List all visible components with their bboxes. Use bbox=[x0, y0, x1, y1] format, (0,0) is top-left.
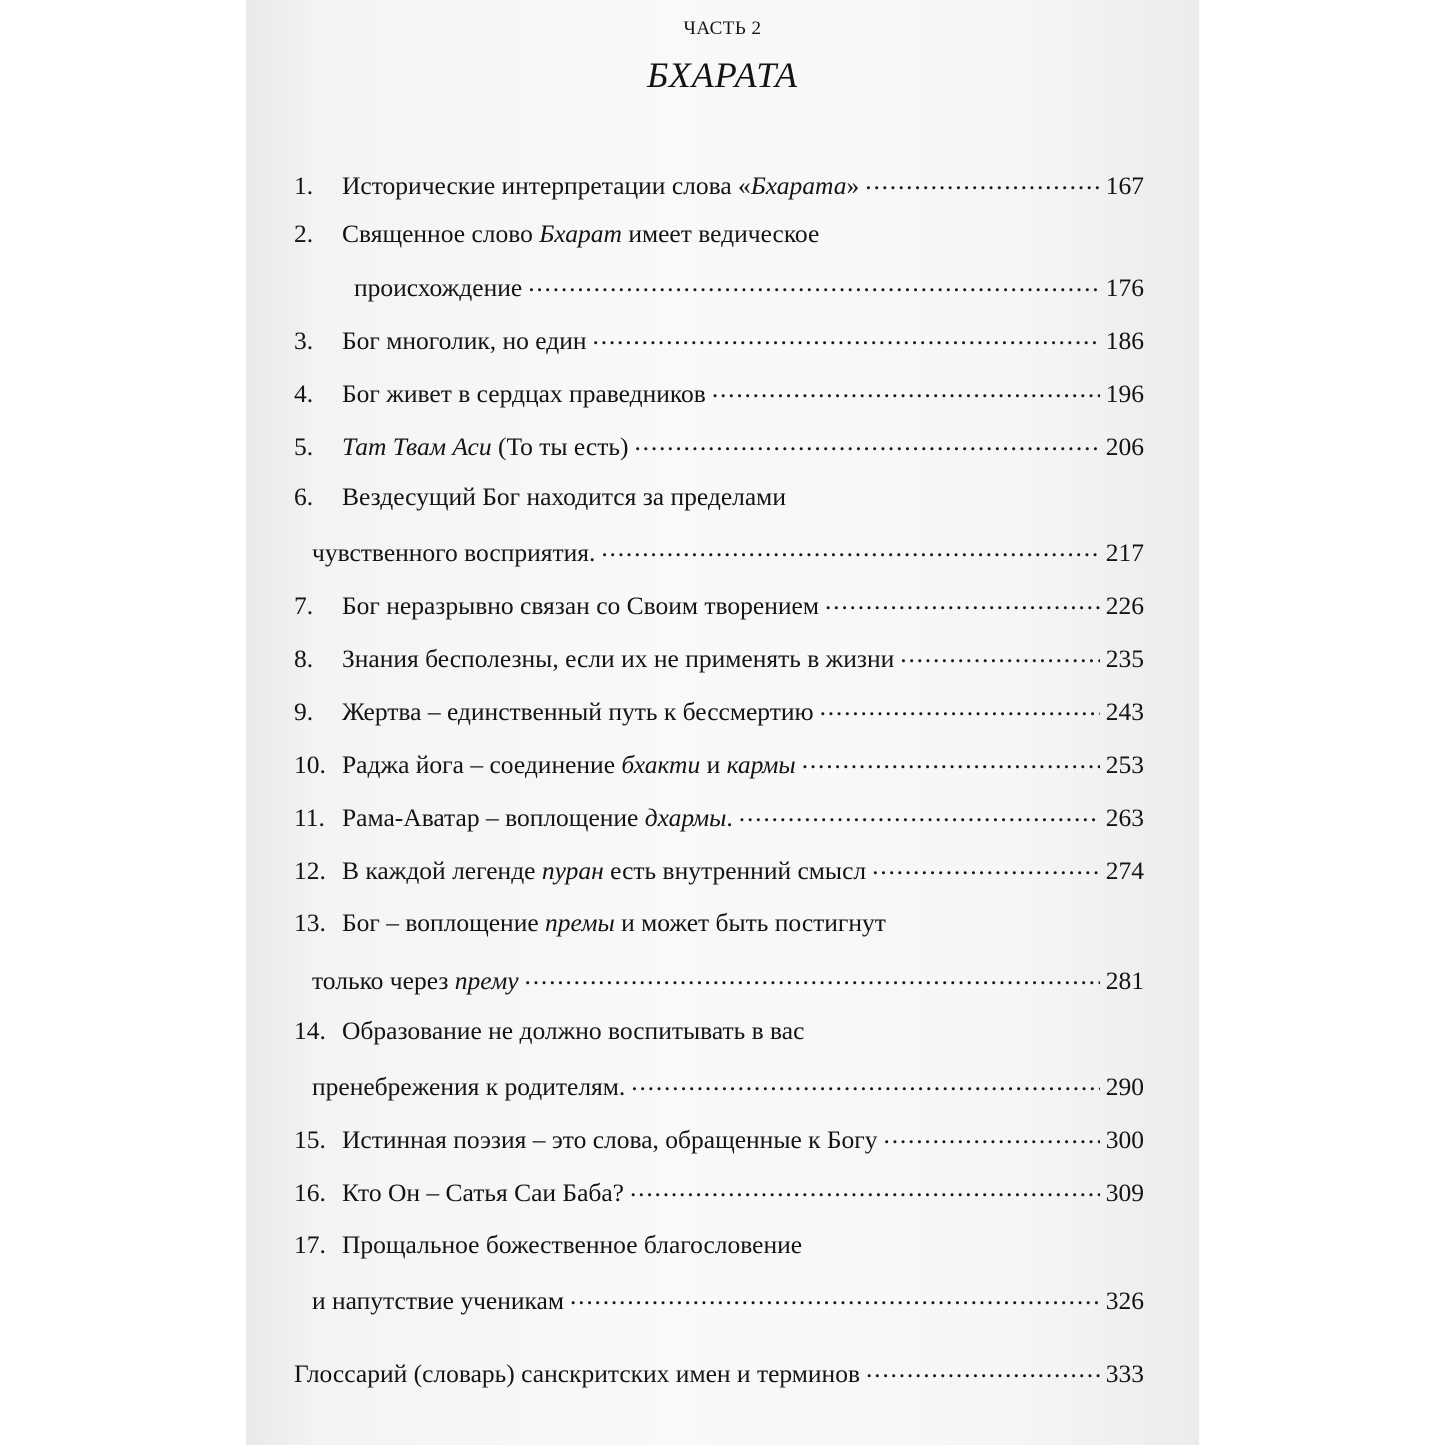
entry-title: Священное слово Бхарат имеет ведическое bbox=[342, 219, 820, 248]
entry-page: 186 bbox=[1105, 325, 1144, 355]
entry-title: Рама-Аватар – воплощение дхармы. bbox=[342, 802, 733, 832]
entry-number: 7. bbox=[294, 590, 314, 620]
toc-entry-2-cont[interactable] bbox=[294, 270, 1144, 306]
entry-title-cont: чувственного восприятия. bbox=[312, 537, 596, 567]
toc-entry-1[interactable] bbox=[294, 168, 1144, 204]
entry-page: 253 bbox=[1105, 749, 1144, 779]
leader-dots bbox=[528, 270, 1100, 296]
leader-dots bbox=[525, 963, 1100, 989]
entry-number: 4. bbox=[294, 378, 314, 408]
entry-page: 167 bbox=[1105, 170, 1144, 200]
entry-number: 12. bbox=[294, 855, 326, 885]
toc-entry-2[interactable] bbox=[294, 219, 1144, 255]
entry-title: В каждой легенде пуран есть внутренний смысл bbox=[342, 855, 867, 885]
entry-number: 3. bbox=[294, 325, 314, 355]
leader-dots bbox=[802, 747, 1100, 773]
toc-entry-glossary[interactable] bbox=[294, 1356, 1144, 1392]
entry-number: 8. bbox=[294, 643, 314, 673]
toc-entry-11[interactable] bbox=[294, 800, 1144, 836]
leader-dots bbox=[739, 800, 1100, 826]
entry-page: 263 bbox=[1105, 802, 1144, 832]
toc-entry-5[interactable] bbox=[294, 429, 1144, 465]
entry-page: 309 bbox=[1105, 1177, 1144, 1207]
toc-entry-8[interactable] bbox=[294, 641, 1144, 677]
toc-entry-6[interactable] bbox=[294, 482, 1144, 518]
entry-number: 9. bbox=[294, 696, 314, 726]
entry-number: 1. bbox=[294, 170, 314, 200]
entry-number: 16. bbox=[294, 1177, 326, 1207]
entry-title: Жертва – единственный путь к бессмертию bbox=[342, 696, 814, 726]
entry-title: Истинная поэзия – это слова, обращенные к Богу bbox=[342, 1124, 878, 1154]
leader-dots bbox=[631, 1069, 1099, 1095]
book-page bbox=[246, 0, 1199, 1445]
entry-title-cont: происхождение bbox=[354, 272, 523, 302]
entry-title: Глоссарий (словарь) санскритских имен и терминов bbox=[294, 1358, 860, 1388]
entry-number: 2. bbox=[294, 219, 314, 248]
entry-title: Вездесущий Бог находится за пределами bbox=[342, 482, 786, 511]
toc-entry-13[interactable] bbox=[294, 908, 1144, 944]
entry-title: Бог – воплощение премы и может быть постигнут bbox=[342, 908, 886, 937]
leader-dots bbox=[866, 1356, 1100, 1382]
toc-entry-10[interactable] bbox=[294, 747, 1144, 783]
leader-dots bbox=[820, 694, 1100, 720]
entry-title: Бог живет в сердцах праведников bbox=[342, 378, 706, 408]
toc-entry-12[interactable] bbox=[294, 853, 1144, 889]
entry-title: Образование не должно воспитывать в вас bbox=[342, 1016, 805, 1045]
toc-entry-16[interactable] bbox=[294, 1175, 1144, 1211]
toc-entry-14[interactable] bbox=[294, 1016, 1144, 1052]
entry-number: 10. bbox=[294, 749, 326, 779]
leader-dots bbox=[865, 168, 1099, 194]
entry-number: 15. bbox=[294, 1124, 326, 1154]
toc-entry-9[interactable] bbox=[294, 694, 1144, 730]
entry-page: 217 bbox=[1105, 537, 1144, 567]
entry-title-cont: и напутствие ученикам bbox=[312, 1285, 564, 1315]
entry-page: 206 bbox=[1105, 431, 1144, 461]
toc-entry-3[interactable] bbox=[294, 323, 1144, 359]
entry-title: Раджа йога – соединение бхакти и кармы bbox=[342, 749, 796, 779]
entry-number: 14. bbox=[294, 1016, 326, 1045]
part-label: ЧАСТЬ 2 bbox=[683, 18, 762, 39]
leader-dots bbox=[825, 588, 1100, 614]
leader-dots bbox=[630, 1175, 1100, 1201]
entry-number: 17. bbox=[294, 1230, 326, 1259]
entry-page: 333 bbox=[1105, 1358, 1144, 1388]
entry-page: 243 bbox=[1105, 696, 1144, 726]
toc-entry-13-cont[interactable] bbox=[294, 963, 1144, 999]
leader-dots bbox=[634, 429, 1099, 455]
entry-title: Знания бесполезны, если их не применять в жизни bbox=[342, 643, 895, 673]
entry-title: Прощальное божественное благословение bbox=[342, 1230, 803, 1259]
toc-entry-6-cont[interactable] bbox=[294, 535, 1144, 571]
part-title: БХАРАТА bbox=[647, 55, 798, 95]
entry-page: 281 bbox=[1105, 965, 1144, 995]
entry-number: 5. bbox=[294, 431, 314, 461]
leader-dots bbox=[570, 1283, 1100, 1309]
entry-title: Кто Он – Сатья Саи Баба? bbox=[342, 1177, 624, 1207]
entry-page: 300 bbox=[1105, 1124, 1144, 1154]
leader-dots bbox=[593, 323, 1100, 349]
leader-dots bbox=[601, 535, 1099, 561]
entry-title: Тат Твам Аси (То ты есть) bbox=[342, 431, 629, 461]
entry-page: 226 bbox=[1105, 590, 1144, 620]
entry-page: 196 bbox=[1105, 378, 1144, 408]
toc-entry-15[interactable] bbox=[294, 1122, 1144, 1158]
entry-number: 13. bbox=[294, 908, 326, 937]
entry-page: 235 bbox=[1105, 643, 1144, 673]
toc-entry-14-cont[interactable] bbox=[294, 1069, 1144, 1105]
toc-entry-17-cont[interactable] bbox=[294, 1283, 1144, 1319]
entry-title-cont: пренебрежения к родителям. bbox=[312, 1071, 626, 1101]
entry-page: 176 bbox=[1105, 272, 1144, 302]
entry-title-cont: только через прему bbox=[312, 965, 519, 995]
toc-entry-17[interactable] bbox=[294, 1230, 1144, 1266]
leader-dots bbox=[712, 376, 1100, 402]
leader-dots bbox=[900, 641, 1099, 667]
toc-entry-4[interactable] bbox=[294, 376, 1144, 412]
entry-number: 6. bbox=[294, 482, 314, 511]
toc-entry-7[interactable] bbox=[294, 588, 1144, 624]
entry-title: Исторические интерпретации слова «Бхарата» bbox=[342, 170, 860, 200]
leader-dots bbox=[884, 1122, 1100, 1148]
entry-title: Бог неразрывно связан со Своим творением bbox=[342, 590, 819, 620]
entry-page: 274 bbox=[1105, 855, 1144, 885]
entry-page: 326 bbox=[1105, 1285, 1144, 1315]
entry-title: Бог многолик, но един bbox=[342, 325, 587, 355]
leader-dots bbox=[872, 853, 1100, 879]
entry-page: 290 bbox=[1105, 1071, 1144, 1101]
entry-number: 11. bbox=[294, 802, 325, 832]
